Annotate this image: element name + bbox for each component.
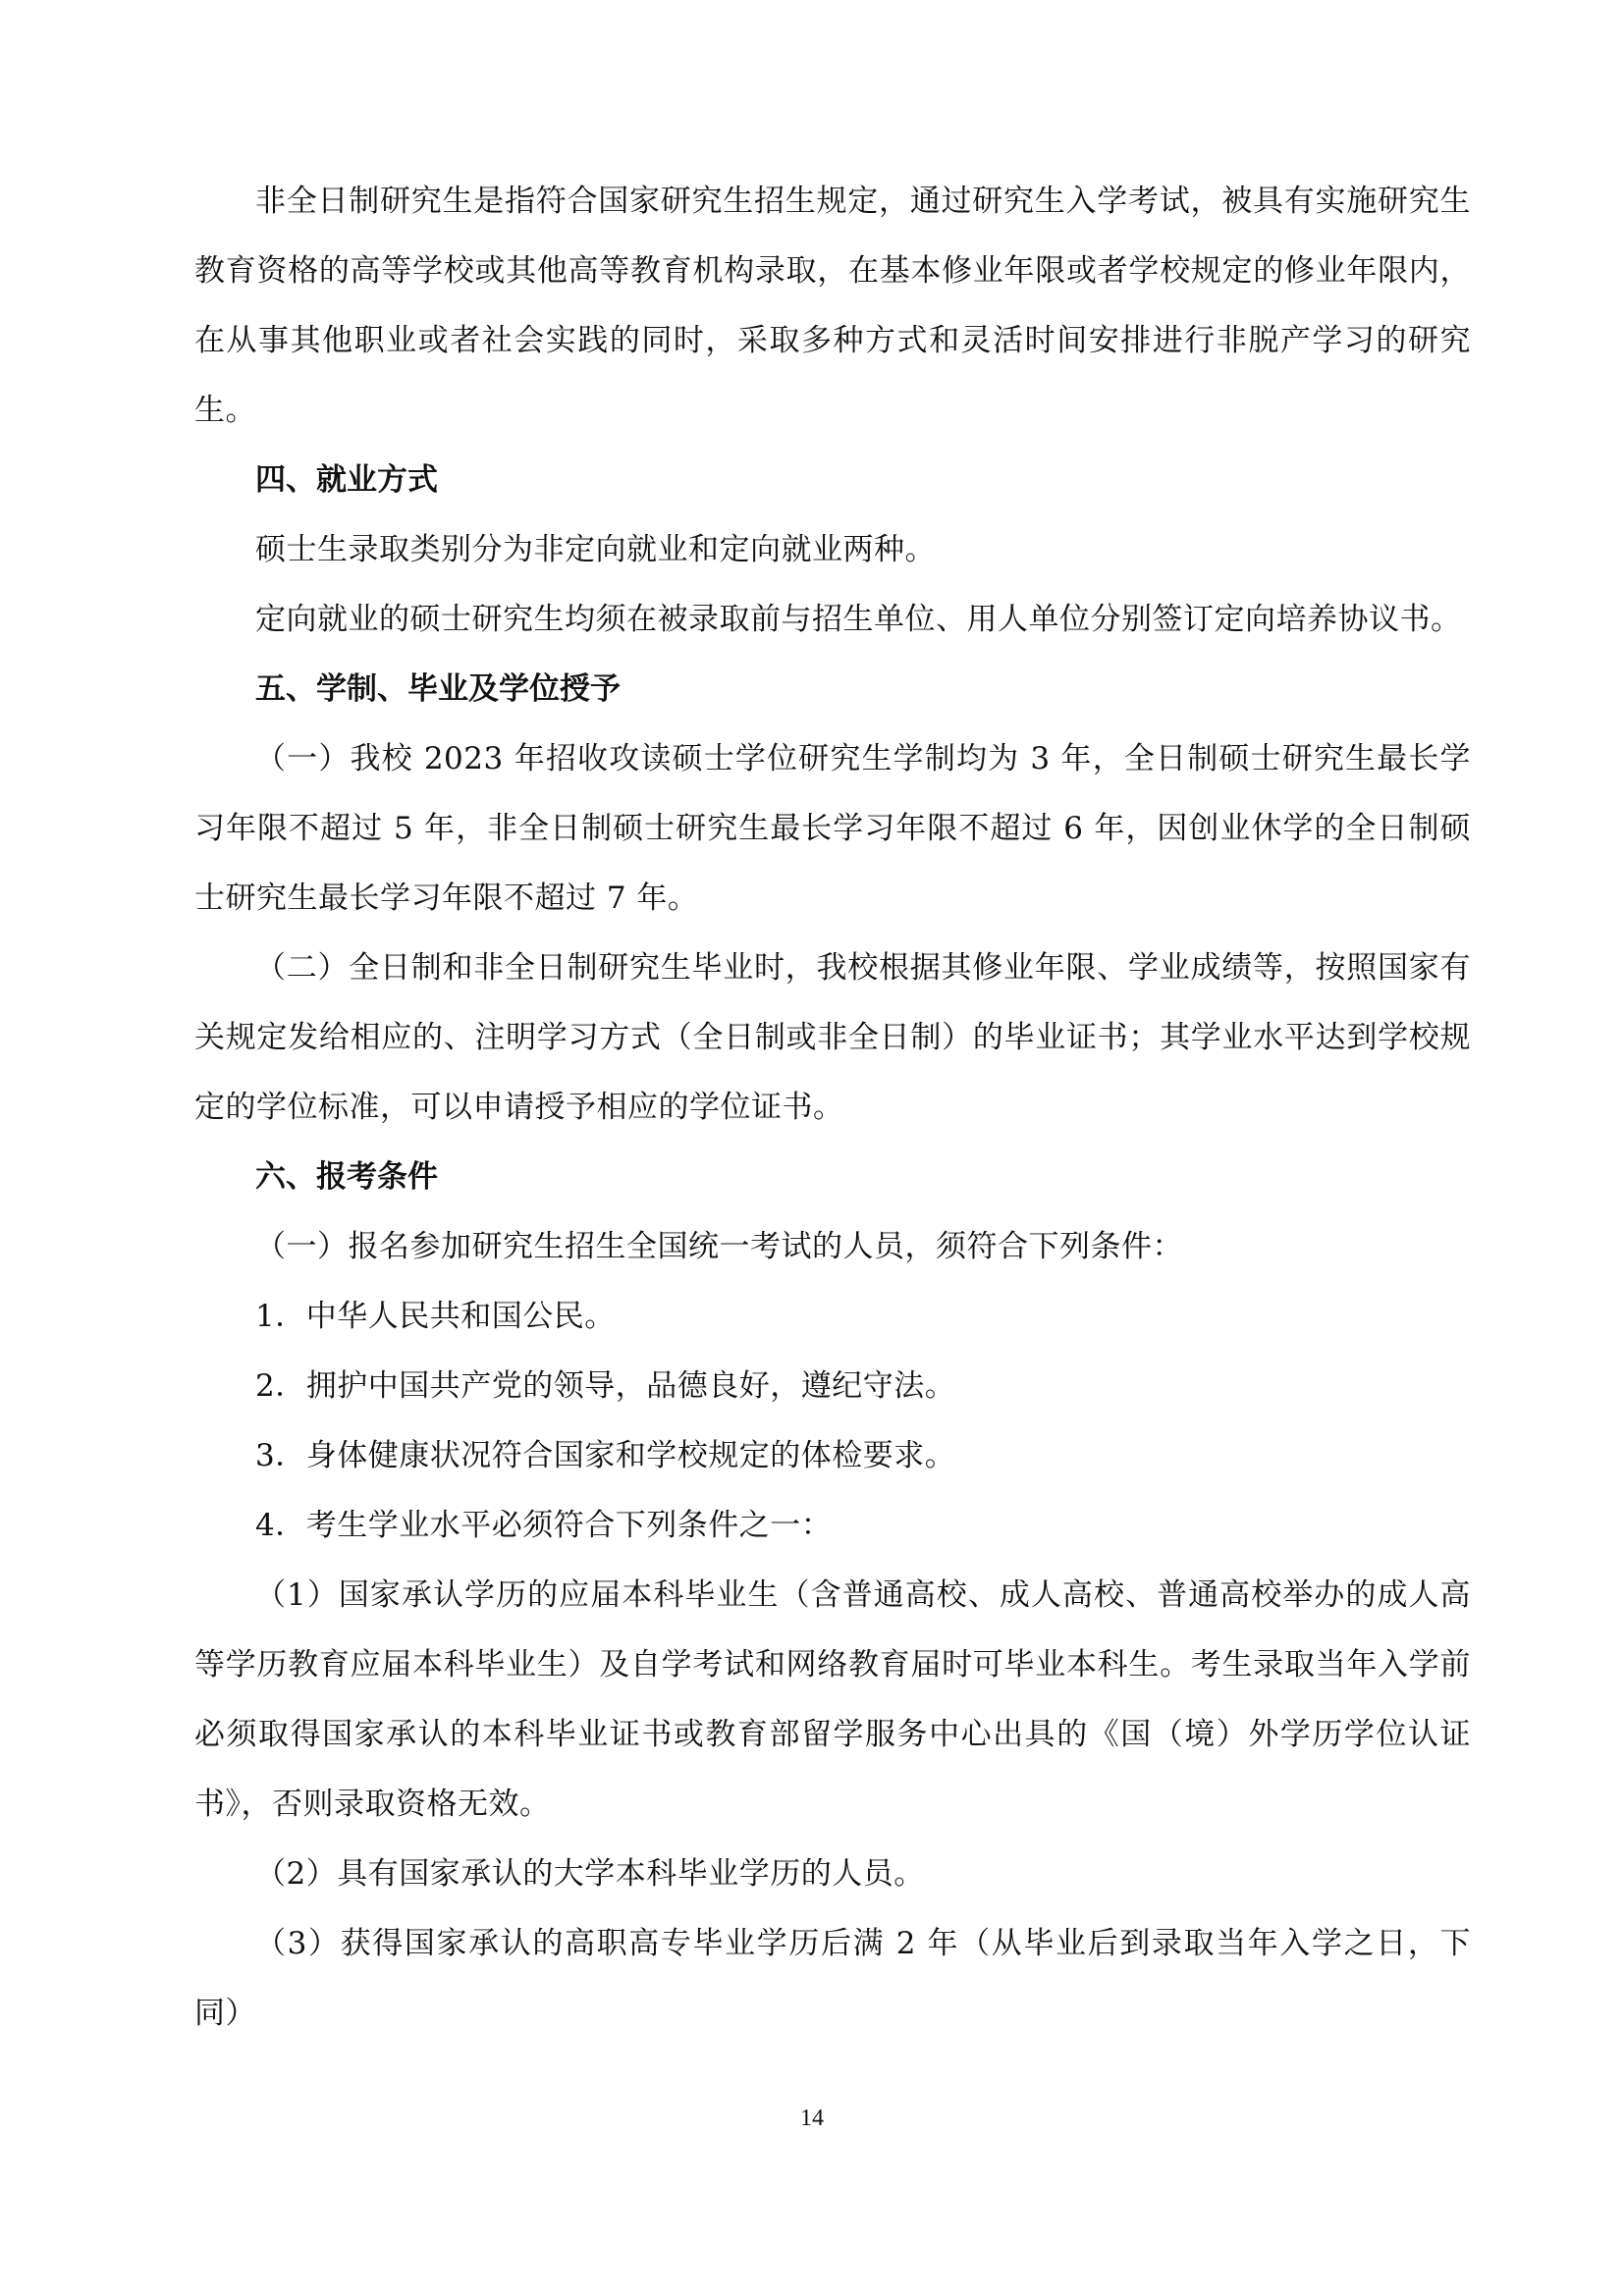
heading-employment-method: 四、就业方式 [255, 462, 438, 498]
paragraph-requirements-intro: （一）报名参加研究生招生全国统一考试的人员，须符合下列条件： [255, 1229, 1183, 1264]
page-body [194, 167, 1471, 2049]
heading-application-requirements: 六、报考条件 [255, 1159, 438, 1195]
paragraph-admission-categories: 硕士生录取类别分为非定向就业和定向就业两种。 [255, 532, 936, 567]
sub-item-vocational-graduates: （3）获得国家承认的高职高专毕业学历后满 2 年（从毕业后到录取当年入学之日，下同） [194, 1926, 1471, 2031]
list-item-conduct: 2．拥护中国共产党的领导，品德良好，遵纪守法。 [255, 1368, 956, 1404]
heading-schooling-graduation-degree: 五、学制、毕业及学位授予 [255, 671, 621, 707]
list-item-health: 3．身体健康状况符合国家和学校规定的体检要求。 [255, 1438, 956, 1473]
sub-item-fresh-graduates: （1）国家承认学历的应届本科毕业生（含普通高校、成人高校、普通高校举办的成人高等学历教育应届本科毕业生）及自学考试和网络教育届时可毕业本科生。考生录取当年入学前必须取得国家承认的本科毕业证书或教育部留学服务中心出具的《国（境）外学历学位认证书》，否则录取资格无效。 [194, 1577, 1471, 1822]
sub-item-bachelor-holders: （2）具有国家承认的大学本科毕业学历的人员。 [255, 1856, 925, 1892]
paragraph-directed-employment: 定向就业的硕士研究生均须在被录取前与招生单位、用人单位分别签订定向培养协议书。 [255, 602, 1462, 637]
paragraph-graduation-certificates: （二）全日制和非全日制研究生毕业时，我校根据其修业年限、学业成绩等，按照国家有关规定发给相应的、注明学习方式（全日制或非全日制）的毕业证书；其学业水平达到学校规定的学位标准，可以申请授予相应的学位证书。 [194, 950, 1471, 1125]
list-item-citizen: 1．中华人民共和国公民。 [255, 1299, 616, 1334]
paragraph-schooling-length: （一）我校 2023 年招收攻读硕士学位研究生学制均为 3 年，全日制硕士研究生最长学习年限不超过 5 年，非全日制硕士研究生最长学习年限不超过 6 年，因创业休学的全日制硕士研究生最长学习年限不超过 7 年。 [194, 741, 1471, 916]
page-number: 14 [800, 2106, 824, 2131]
list-item-academic-level: 4．考生学业水平必须符合下列条件之一： [255, 1508, 833, 1543]
paragraph-part-time-definition: 非全日制研究生是指符合国家研究生招生规定，通过研究生入学考试，被具有实施研究生教育资格的高等学校或其他高等教育机构录取，在基本修业年限或者学校规定的修业年限内，在从事其他职业或者社会实践的同时，采取多种方式和灵活时间安排进行非脱产学习的研究生。 [194, 184, 1471, 428]
